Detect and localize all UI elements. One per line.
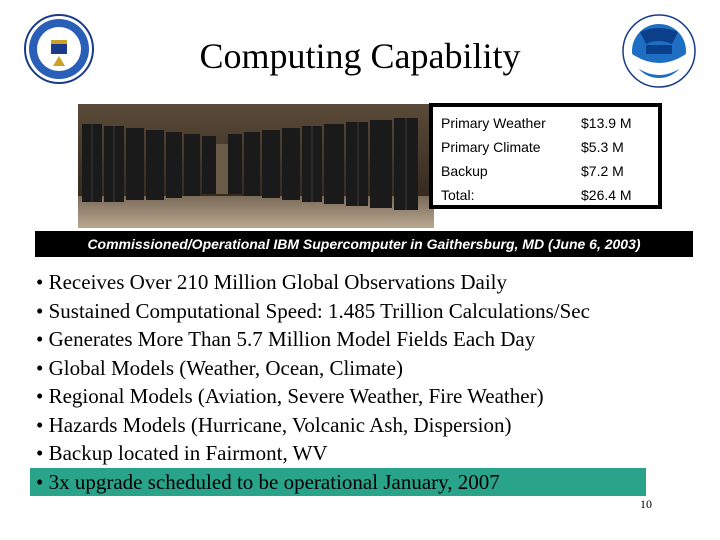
cost-label: Primary Weather — [441, 115, 546, 131]
page-title: Computing Capability — [199, 36, 521, 76]
cost-row — [441, 159, 650, 183]
cost-value: $5.3 M — [581, 139, 624, 155]
supercomputer-photo — [78, 104, 434, 228]
cost-value: $13.9 M — [581, 115, 632, 131]
cost-row — [441, 135, 650, 159]
photo-caption-banner: Commissioned/Operational IBM Supercomputer in Gaithersburg, MD (June 6, 2003) — [35, 231, 693, 257]
bullet-item: • Receives Over 210 Million Global Observations Daily — [36, 270, 508, 294]
cost-table — [429, 103, 662, 209]
cost-row — [441, 111, 650, 135]
bullet-item: • Hazards Models (Hurricane, Volcanic Ash, Dispersion) — [36, 412, 512, 437]
page-number: 10 — [640, 497, 652, 511]
bullet-list — [36, 268, 700, 496]
cost-label: Total: — [441, 187, 475, 203]
noaa-logo-icon — [622, 14, 696, 88]
bullet-item: • Global Models (Weather, Ocean, Climate) — [36, 355, 403, 380]
cost-row — [441, 183, 650, 207]
cost-label: Backup — [441, 163, 488, 179]
cost-value: $7.2 M — [581, 163, 624, 179]
bullet-item: • Generates More Than 5.7 Million Model Fields Each Day — [36, 327, 536, 351]
bullet-item: • Sustained Computational Speed: 1.485 Trillion Calculations/Sec — [36, 298, 590, 323]
cost-label: Primary Climate — [441, 139, 541, 155]
cost-value: $26.4 M — [581, 187, 632, 203]
highlighted-bullet-item: • 3x upgrade scheduled to be operational January, 2007 — [30, 468, 646, 497]
bullet-item: • Regional Models (Aviation, Severe Weather, Fire Weather) — [36, 384, 544, 408]
bullet-item: • Backup located in Fairmont, WV — [36, 441, 328, 465]
